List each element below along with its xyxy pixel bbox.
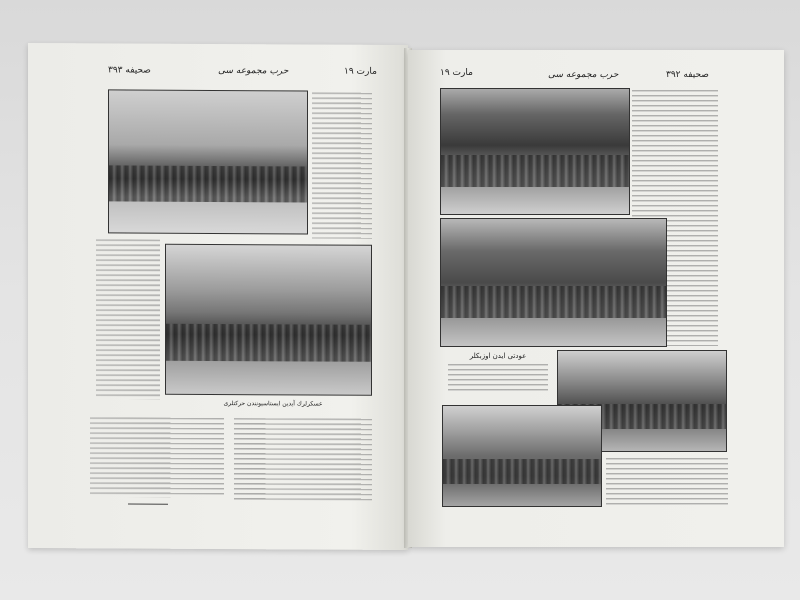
photo-troops-resting (442, 405, 602, 507)
photo-station-troops (165, 244, 372, 396)
text-column (312, 92, 372, 238)
left-page (28, 43, 408, 550)
photo-soldiers-at-station (440, 218, 667, 347)
magazine-title: حرب مجموعه سی (548, 70, 619, 80)
page-number: صحيفه ۳۹۲ (666, 70, 709, 80)
page-number: صحيفه ۳۹۳ (108, 65, 151, 76)
right-page (408, 50, 784, 547)
text-column (606, 458, 728, 506)
magazine-title: حرب مجموعه سی (218, 66, 289, 77)
text-column (234, 418, 372, 503)
text-column (96, 239, 160, 399)
text-column (90, 417, 224, 498)
inset-title: عودتى ايدن اوزبكلر (469, 352, 527, 360)
text-column (448, 364, 548, 392)
issue-date: مارت ۱۹ (440, 68, 473, 78)
photo-caption: عسكرلرك آيدين ايستاسيونندن حركتلرى (223, 400, 323, 408)
divider (128, 504, 168, 505)
issue-date: مارت ۱۹ (344, 66, 377, 77)
photo-cavalry-procession (440, 88, 630, 215)
photo-soldiers-marching-flag (108, 89, 308, 234)
